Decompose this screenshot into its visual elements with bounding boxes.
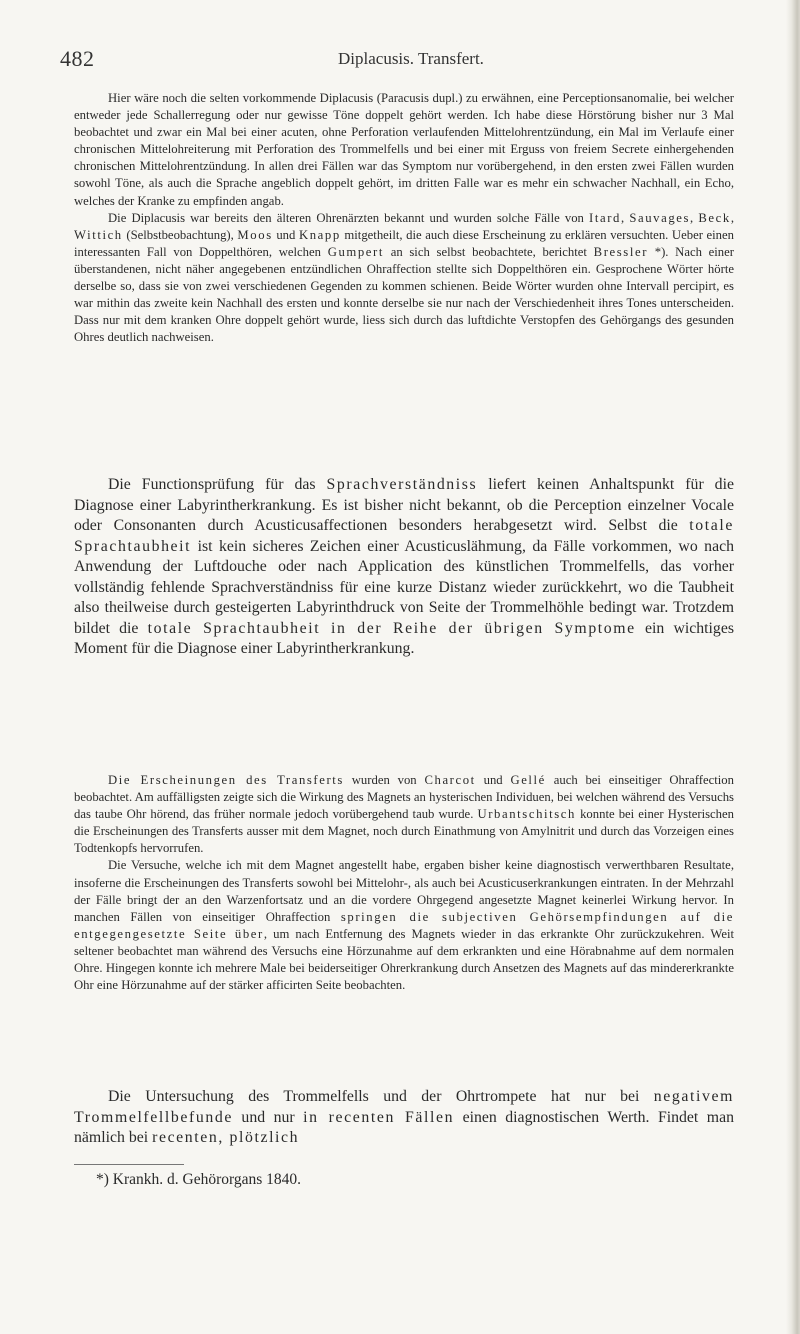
- transfert-section: [74, 772, 734, 994]
- paragraph-speech-test: Die Functionsprüfung für das Sprachverständniss liefert keinen Anhaltspunkt für die Diagnose einer Labyrintherkrankung. Es ist bisher nicht bekannt, ob die Perception einzelner Vocale oder Consonanten durch Acusticusaffectionen besonders herabgesetzt wird. Selbst die totale Sprachtaubheit ist kein sicheres Zeichen einer Acusticuslähmung, da Fälle vorkommen, wo nach Anwendung der Luftdouche oder nach Application des künstlichen Trommelfells, das vorher vollständig fehlende Sprachverständniss für eine kurze Distanz wieder zurückkehrt, wo die Taubheit also theilweise durch gesteigerten Labyrinthdruck von Seite der Trommelhöhle bedingt war. Trotzdem bildet die totale Sprachtaubheit in der Reihe der übrigen Symptome ein wichtiges Moment für die Diagnose einer Labyrintherkrankung.: [74, 476, 734, 657]
- author-name: Sauvages: [629, 210, 691, 225]
- eardrum-section: [74, 1087, 734, 1149]
- speech-test-section: [74, 475, 734, 660]
- emphasis: totale Sprachtaubheit: [74, 517, 734, 555]
- emphasis: in recenten Fällen: [303, 1108, 455, 1126]
- author-name: Itard: [589, 210, 621, 225]
- author-name: Wittich: [74, 227, 123, 242]
- author-name: Bressler: [593, 244, 649, 259]
- footnote-rule: [74, 1164, 184, 1165]
- emphasis: springen die subjectiven Gehörsempfindungen auf die entgegengesetzte Seite über: [74, 909, 734, 941]
- page-header: [60, 46, 760, 86]
- running-head: Diplacusis. Transfert.: [338, 49, 484, 68]
- author-name: Knapp: [298, 227, 341, 242]
- paragraph-magnet-experiments: Die Versuche, welche ich mit dem Magnet angestellt habe, ergaben bisher keine diagnostisch verwerthbaren Resultate, insoferne die Erscheinungen des Transferts sowohl bei Mittelohr-, als auch bei Acusticuserkrankungen eintraten. In der Mehrzahl der Fälle bringt der an den Warzenfortsatz und an die vordere Ohrgegend angesetzte Magnet keinerlei Wirkung hervor. In manchen Fällen von einseitiger Ohraffection springen die subjectiven Gehörsempfindungen auf die entgegengesetzte Seite über, um nach Entfernung des Magnets wieder in das erkrankte Ohr zurückzukehren. Weit seltener beobachtet man während des Versuchs eine Hörzunahme auf dem erkrankten und eine Hörabnahme auf dem normalen Ohre. Hingegen konnte ich mehrere Male bei beiderseitiger Ohrerkrankung durch Ansetzen des Magnets auf das mindererkrankte Ohr eine Hörzunahme auf der stärker afficirten Seite beobachten.: [74, 858, 735, 993]
- author-name: Moos: [237, 227, 273, 242]
- diplacusis-section: [74, 90, 734, 346]
- page-number: 482: [60, 46, 95, 71]
- footnote: *) Krankh. d. Gehörorgans 1840.: [96, 1171, 302, 1188]
- paragraph-diplacusis-intro: Hier wäre noch die selten vorkommende Diplacusis (Paracusis dupl.) zu erwähnen, eine Perceptionsanomalie, bei welcher entweder jede Schallerregung oder nur gewisse Töne doppelt gehört werden. Ich habe diese Hörstörung bisher nur 3 Mal beobachtet und zwar ein Mal bei einer acuten, ohne Perforation verlaufenden Mittelohrentzündung, ein Mal im Verlaufe einer chronischen Mittelohreiterung mit Perforation des Trommelfells und bei einer mit Erguss von freiem Secrete einhergehenden chronischen Mittelohrentzündung. In allen drei Fällen war das Symptom nur vorübergehend, in den ersten zwei Fällen wurden sowohl Töne, als auch die Sprache angeblich doppelt gehört, im dritten Falle war es mehr ein schwacher Nachhall, ein Echo, welches der Kranke zu empfinden angab.: [74, 91, 734, 208]
- emphasis: Sprachverständniss: [326, 476, 478, 493]
- author-name: Gumpert: [327, 244, 384, 259]
- author-name: Charcot: [424, 773, 476, 787]
- paragraph-diplacusis-history: Die Diplacusis war bereits den älteren Ohrenärzten bekannt und wurden solche Fälle von Itard, Sauvages, Beck, Wittich (Selbstbeobachtung), Moos und Knapp mitgetheilt, die auch diese Erscheinung zu erklären versuchten. Ueber einen interessanten Fall von Doppelthören, welchen Gumpert an sich selbst beobachtete, berichtet Bressler *). Nach einer überstandenen, nicht näher angegebenen entzündlichen Ohraffection stellte sich Doppelthören ein. Gesprochene Wörter hörte derselbe so, dass sie von zwei verschiedenen Gegenden zu kommen schienen. Beide Wörter wurden ohne Intervall percipirt, es war mithin das zweite kein Nachhall des ersten und konnte derselbe sie nur nach der Verschiedenheit ihres Tones unterscheiden. Dass nur mit dem kranken Ohre doppelt gehört wurde, liess sich durch das luftdichte Verstopfen des Gehörgangs des gesunden Ohres deutlich nachweisen.: [74, 210, 735, 345]
- author-name: Beck: [698, 210, 731, 225]
- paragraph-eardrum-examination: Die Untersuchung des Trommelfells und der Ohrtrompete hat nur bei negativem Trommelfellbefunde und nur in recenten Fällen einen diagnostischen Werth. Findet man nämlich bei recenten, plötzlich: [74, 1088, 734, 1146]
- emphasis: totale Sprachtaubheit in der Reihe der übrigen Symptome: [147, 619, 636, 637]
- emphasis: negativem Trommelfellbefunde: [74, 1088, 734, 1126]
- author-name: Gellé: [510, 773, 546, 787]
- author-name: Urbantschitsch: [477, 807, 576, 822]
- paragraph-transfert: Die Erscheinungen des Transferts wurden von Charcot und Gellé auch bei einseitiger Ohraffection beobachtet. Am auffälligsten zeigte sich die Wirkung des Magnets an hysterischen Individuen, bei welchen während des Versuchs das taube Ohr hörend, das früher normale jedoch vorübergehend taub wurde. Urbantschitsch konnte bei einer Hysterischen die Erscheinungen des Transferts ausser mit dem Magnet, noch durch Einathmung von Amylnitrit und durch das Vorzeigen eines Todtenkopfs hervorrufen.: [74, 773, 734, 856]
- emphasis: recenten, plötzlich: [152, 1129, 300, 1146]
- page-spine-edge: [786, 0, 800, 1334]
- emphasis: Die Erscheinungen des Transferts: [108, 773, 344, 787]
